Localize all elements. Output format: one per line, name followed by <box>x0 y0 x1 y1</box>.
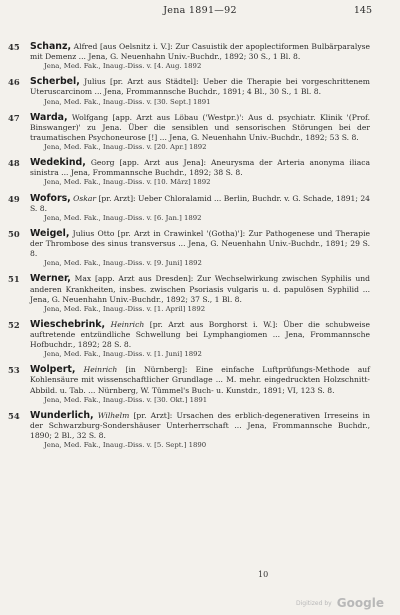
entry-text: Georg [app. Arzt aus Jena]: Aneurysma der Arteria anonyma iliaca sinistra ... Jena, Frommannsche Buchdr., 1892; 38 S. 8. <box>30 158 370 178</box>
list-item <box>8 320 380 359</box>
entry-note: Jena, Med. Fak., Inaug.-Diss. v. [20. Apr.] 1892 <box>44 143 207 152</box>
entry-citation <box>30 411 380 441</box>
entry-number: 54 <box>8 410 20 421</box>
entry-citation <box>30 365 380 395</box>
entry-text: Julius Otto [pr. Arzt in Crawinkel '(Gotha)']: Zur Pathogenese und Therapie der Thrombose des sinus transversus ... Jena, G. Neuenhahn Univ.-Buchdr., 1891; 29 S. 8. <box>30 228 370 259</box>
entry-text: [pr. Arzt]: Ursachen des erblich-degenerativen Irreseins in der Schwarzburg-Sondershäuser Unterherrschaft ... Jena, Frommannsche Buchdr., 1890; 2 Bl., 32 S. 8. <box>30 410 370 441</box>
dissertation-list <box>8 42 380 456</box>
entry-citation <box>30 113 380 143</box>
page-number: 145 <box>353 5 372 16</box>
list-item <box>8 411 380 450</box>
entry-text: [pr. Arzt]: Ueber Chloralamid ... Berlin, Buchdr. v. G. Schade, 1891; 24 S. 8. <box>30 193 370 213</box>
google-watermark <box>296 592 384 611</box>
entry-number: 53 <box>8 365 20 376</box>
author-surname: Schanz, <box>30 41 72 52</box>
author-surname: Wofors, <box>30 192 71 204</box>
entry-note: Jena, Med. Fak., Inaug.-Diss. v. [4. Aug. 1892 <box>44 62 202 71</box>
entry-citation <box>30 77 380 97</box>
signature-mark: 10 <box>258 570 269 579</box>
entry-number: 48 <box>8 158 20 169</box>
entry-text: Wolfgang [app. Arzt aus Löbau ('Westpr.)': Aus d. psychiatr. Klinik '(Prof. Binswanger)' zu Jena. Über die sensiblen und sensorischen Störungen bei der traumatischen Psychoneurose [!] ... Jena, G. Neuenhahn Univ.-Buchdr., 1892; 53 S. 8. <box>30 112 370 142</box>
list-item <box>8 229 380 268</box>
entry-number: 49 <box>8 193 20 204</box>
entry-number: 51 <box>8 274 20 285</box>
entry-note: Jena, Med. Fak., Inaug.-Diss. v. [1. April] 1892 <box>44 304 206 313</box>
author-surname: Scherbel, <box>30 76 80 88</box>
entry-number: 45 <box>8 42 20 52</box>
author-surname: Warda, <box>30 111 68 123</box>
running-head: Jena 1891—92 <box>163 5 237 16</box>
entry-number: 46 <box>8 77 20 88</box>
entry-text: [pr. Arzt aus Borghorst i. W.]: Über die schubweise auftretende entzündliche Schwellung bei Lymphangiomen ... Jena, Frommannsche Hofbuchdr., 1892; 28 S. 8. <box>30 319 370 350</box>
author-surname: Wunderlich, <box>30 409 94 421</box>
author-surname: Wolpert, <box>30 364 76 376</box>
entry-text: Max [app. Arzt aus Dresden]: Zur Wechselwirkung zwischen Syphilis und anderen Krankheiten, insbes. zwischen Psoriasis vulgaris u. d. papulösen Syphilid ... Jena, G. Neuenhahn Univ.-Buchdr., 1892; 37 S., 1 Bl. 8. <box>30 274 370 304</box>
author-surname: Werner, <box>30 273 71 285</box>
entry-number: 50 <box>8 228 20 239</box>
entry-number: 52 <box>8 319 20 330</box>
author-surname: Wedekind, <box>30 157 86 169</box>
entry-citation <box>30 320 380 350</box>
watermark-prefix: Digitized by <box>296 600 332 607</box>
entry-note: Jena, Med. Fak., Inaug.-Diss. v. [1. Juni] 1892 <box>44 350 202 359</box>
author-surname: Wieschebrink, <box>30 318 106 330</box>
author-given-name: Oskar <box>70 193 97 203</box>
list-item <box>8 113 380 152</box>
entry-citation <box>30 194 380 214</box>
list-item <box>8 77 380 106</box>
entry-text: [in Nürnberg]: Eine einfache Luftprüfungs-Methode auf Kohlensäure mit wissenschaftlicher Grundlage ... M. mehr. eingedruckten Holzschnitt-Abbild. u. Tab. ... Nürnberg, W. Tümmel's Buch- u. Kunstdr., 1891; VI, 123 S. 8. <box>30 365 370 395</box>
entry-text: Julius [pr. Arzt aus Städtel]: Ueber die Therapie bei vorgeschrittenem Uteruscarcinom ... Jena, Frommannsche Buchdr., 1891; 4 Bl., 30 S., 1 Bl. 8. <box>30 77 370 97</box>
entry-note: Jena, Med. Fak., Inaug.-Diss. v. [5. Sept.] 1890 <box>44 441 207 450</box>
author-given-name: Heinrich <box>75 365 118 375</box>
list-item <box>8 158 380 187</box>
entry-note: Jena, Med. Fak., Inaug.-Diss. v. [9. Juni] 1892 <box>44 259 202 268</box>
list-item <box>8 365 380 404</box>
list-item <box>8 274 380 313</box>
author-given-name: Wilhelm <box>93 410 130 420</box>
entry-citation <box>30 158 380 178</box>
list-item <box>8 194 380 223</box>
page-header <box>0 5 400 19</box>
author-given-name: Heinrich <box>105 319 145 329</box>
entry-citation <box>30 42 380 62</box>
entry-note: Jena, Med. Fak., Inaug.-Diss. v. [10. März] 1892 <box>44 178 211 187</box>
entry-note: Jena, Med. Fak., Inaug.-Diss. v. [30. Sept.] 1891 <box>44 97 211 106</box>
entry-number: 47 <box>8 112 20 123</box>
entry-note: Jena, Med. Fak., Inaug.-Diss. v. [30. Okt.] 1891 <box>44 395 208 404</box>
entry-citation <box>30 274 380 304</box>
author-surname: Weigel, <box>30 227 70 239</box>
entry-citation <box>30 229 380 259</box>
entry-text: Alfred [aus Oelsnitz i. V.]: Zur Casuistik der apoplectiformen Bulbärparalyse mit Demenz ... Jena, G. Neuenhahn Univ.-Buchdr., 1892; 30 S., 1 Bl. 8. <box>30 42 370 62</box>
google-logo: Google <box>336 596 384 610</box>
entry-note: Jena, Med. Fak., Inaug.-Diss. v. [6. Jan.] 1892 <box>44 213 202 222</box>
list-item <box>8 42 380 71</box>
